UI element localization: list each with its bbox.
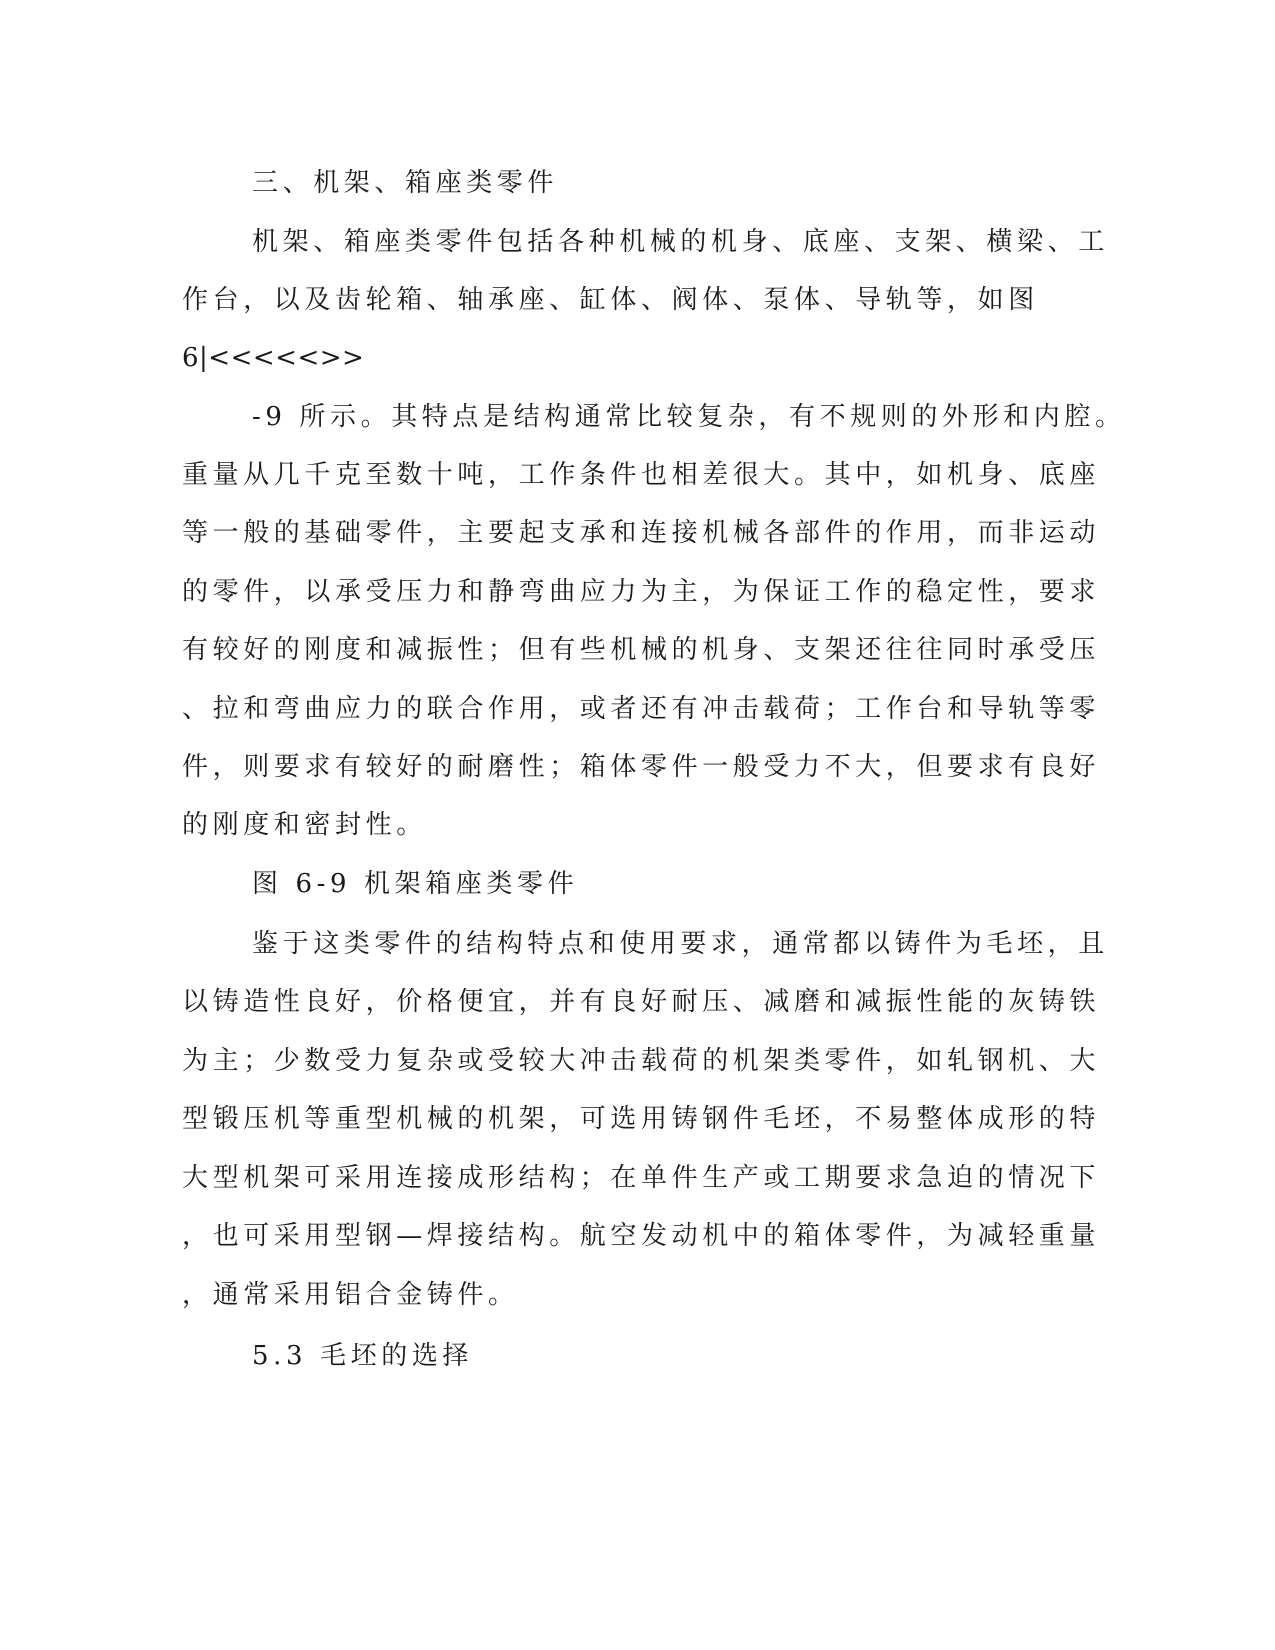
paragraph-line: 6|<<<<<>> [182,343,365,373]
paragraph-line: 的刚度和密封性。 [182,810,427,840]
paragraph-line: 以铸造性良好，价格便宜，并有良好耐压、减磨和减振性能的灰铸铁 [182,987,1101,1017]
paragraph-line: -9 所示。其特点是结构通常比较复杂，有不规则的外形和内腔。 [252,402,1126,432]
paragraph-line: 大型机架可采用连接成形结构；在单件生产或工期要求急迫的情况下 [182,1163,1101,1193]
paragraph-line: 型锻压机等重型机械的机架，可选用铸钢件毛坯，不易整体成形的特 [182,1104,1101,1134]
paragraph-line: 作台，以及齿轮箱、轴承座、缸体、阀体、泵体、导轨等，如图 [182,285,1039,315]
paragraph-line: 等一般的基础零件，主要起支承和连接机械各部件的作用，而非运动 [182,518,1101,548]
paragraph-line: ，通常采用铝合金铸件。 [182,1280,519,1310]
paragraph-line: ，也可采用型钢—焊接结构。航空发动机中的箱体零件，为减轻重量 [182,1221,1101,1251]
paragraph-line: 件，则要求有较好的耐磨性；箱体零件一般受力不大，但要求有良好 [182,752,1101,782]
paragraph-line: 有较好的刚度和减振性；但有些机械的机身、支架还往往同时承受压 [182,635,1101,665]
section-heading: 三、机架、箱座类零件 [252,168,559,198]
paragraph-line: 为主；少数受力复杂或受较大冲击载荷的机架类零件，如轧钢机、大 [182,1046,1101,1076]
subsection-heading: 5.3 毛坯的选择 [252,1341,474,1371]
paragraph-line: 鉴于这类零件的结构特点和使用要求，通常都以铸件为毛坯，且 [252,929,1109,959]
paragraph-line: 的零件，以承受压力和静弯曲应力为主，为保证工作的稳定性，要求 [182,577,1101,607]
paragraph-line: 、拉和弯曲应力的联合作用，或者还有冲击载荷；工作台和导轨等零 [182,694,1101,724]
paragraph-line: 重量从几千克至数十吨，工作条件也相差很大。其中，如机身、底座 [182,460,1101,490]
figure-caption: 图 6-9 机架箱座类零件 [252,869,579,899]
paragraph-line: 机架、箱座类零件包括各种机械的机身、底座、支架、横梁、工 [252,227,1109,257]
